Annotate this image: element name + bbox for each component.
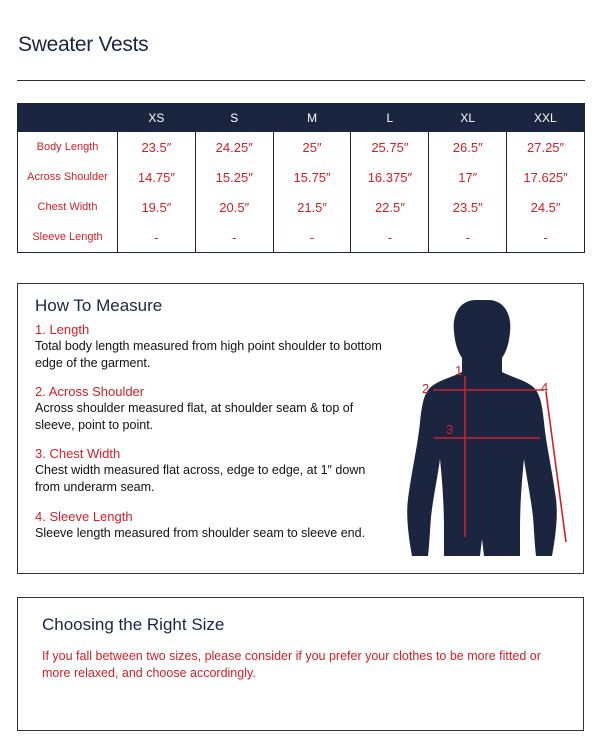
figure-label-4: 4 bbox=[541, 380, 549, 395]
table-cell: - bbox=[118, 222, 196, 253]
measure-step-shoulder bbox=[35, 384, 385, 434]
table-row bbox=[18, 192, 585, 222]
figure-label-3: 3 bbox=[446, 422, 454, 437]
step-description: Sleeve length measured from shoulder seam to sleeve end. bbox=[35, 526, 366, 540]
figure-label-2: 2 bbox=[422, 381, 430, 396]
how-to-measure-panel bbox=[17, 283, 584, 574]
table-cell: 20.5″ bbox=[195, 192, 273, 222]
step-heading: 3. Chest Width bbox=[35, 446, 121, 461]
header-cell-s: S bbox=[195, 104, 273, 133]
figure-label-1: 1 bbox=[455, 363, 463, 378]
header-cell-m: M bbox=[273, 104, 351, 133]
row-label: Across Shoulder bbox=[27, 171, 108, 183]
size-header-row bbox=[18, 104, 585, 133]
table-cell: 27.25″ bbox=[507, 132, 585, 162]
measure-step-chest bbox=[35, 446, 385, 496]
table-cell: 21.5″ bbox=[273, 192, 351, 222]
body-measurement-figure bbox=[398, 294, 583, 564]
how-to-measure-title: How To Measure bbox=[35, 296, 163, 315]
step-heading: 4. Sleeve Length bbox=[35, 509, 133, 524]
step-heading: 1. Length bbox=[35, 322, 90, 337]
table-cell: 15.25″ bbox=[195, 162, 273, 192]
size-chart-table bbox=[17, 103, 585, 253]
step-description: Chest width measured flat across, edge to edge, at 1″ down from underarm seam. bbox=[35, 463, 366, 494]
table-cell: 22.5″ bbox=[351, 192, 429, 222]
table-cell: 25.75″ bbox=[351, 132, 429, 162]
table-row bbox=[18, 162, 585, 192]
header-cell-xxl: XXL bbox=[507, 104, 585, 133]
choosing-size-text: If you fall between two sizes, please consider if you prefer your clothes to be more fitted or more relaxed, and choose accordingly. bbox=[42, 649, 541, 680]
header-cell-l: L bbox=[351, 104, 429, 133]
table-cell: 17″ bbox=[429, 162, 507, 192]
table-cell: - bbox=[195, 222, 273, 253]
table-cell: 14.75″ bbox=[118, 162, 196, 192]
table-row bbox=[18, 132, 585, 162]
row-label: Body Length bbox=[36, 141, 99, 153]
measure-step-sleeve bbox=[35, 509, 385, 542]
table-cell: 25″ bbox=[273, 132, 351, 162]
table-cell: - bbox=[507, 222, 585, 253]
table-cell: 24.25″ bbox=[195, 132, 273, 162]
table-cell: - bbox=[429, 222, 507, 253]
title-divider bbox=[17, 80, 585, 81]
table-row bbox=[18, 222, 585, 253]
page-title: Sweater Vests bbox=[18, 33, 149, 56]
header-cell-blank bbox=[18, 104, 118, 133]
table-cell: - bbox=[273, 222, 351, 253]
table-cell: - bbox=[351, 222, 429, 253]
table-cell: 23.5″ bbox=[429, 192, 507, 222]
table-cell: 24.5″ bbox=[507, 192, 585, 222]
step-description: Total body length measured from high point shoulder to bottom edge of the garment. bbox=[35, 339, 382, 370]
choosing-size-panel bbox=[17, 597, 584, 731]
step-description: Across shoulder measured flat, at shoulder seam & top of sleeve, point to point. bbox=[35, 401, 354, 432]
table-cell: 19.5″ bbox=[118, 192, 196, 222]
table-cell: 23.5″ bbox=[118, 132, 196, 162]
table-cell: 17.625″ bbox=[507, 162, 585, 192]
header-cell-xs: XS bbox=[118, 104, 196, 133]
choosing-size-title: Choosing the Right Size bbox=[42, 615, 225, 634]
measure-step-length bbox=[35, 322, 385, 372]
row-label: Chest Width bbox=[37, 201, 98, 213]
row-label: Sleeve Length bbox=[32, 231, 103, 243]
table-cell: 15.75″ bbox=[273, 162, 351, 192]
body-silhouette bbox=[407, 300, 557, 556]
header-cell-xl: XL bbox=[429, 104, 507, 133]
table-cell: 16.375″ bbox=[351, 162, 429, 192]
table-cell: 26.5″ bbox=[429, 132, 507, 162]
step-heading: 2. Across Shoulder bbox=[35, 384, 145, 399]
